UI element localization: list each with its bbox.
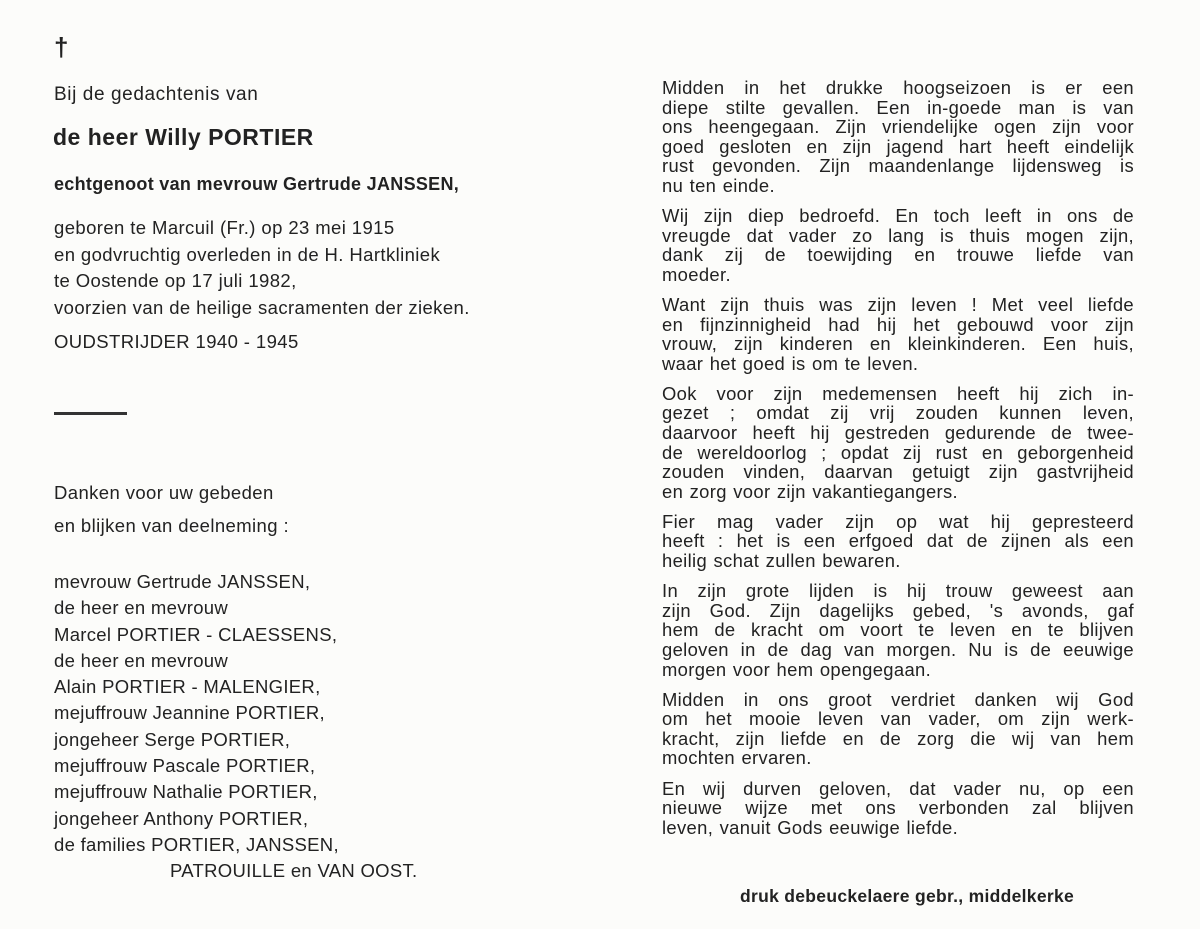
spouse-line: echtgenoot van mevrouw Gertrude JANSSEN, [54,174,460,194]
cross-icon: † [54,32,69,62]
family-list [54,569,417,885]
printer-credit: druk debeuckelaere gebr., middelkerke [740,886,1075,906]
paragraph-line: hem de kracht om voort te leven en te blijven [662,619,1134,641]
paragraph-line: Midden in ons groot verdriet danken wij God [662,688,1134,710]
paragraph-line: diepe stilte gevallen. Een in-goede man is van [662,96,1134,118]
right-column-text [662,78,1134,848]
family-line: Alain PORTIER - MALENGIER, [54,676,321,698]
paragraph-line: nieuwe wijze met ons verbonden zal blijven [662,797,1134,819]
bio-line: te Oostende op 17 juli 1982, [54,270,297,291]
paragraph-line: gezet ; omdat zij vrij zouden kunnen leven, [662,402,1134,424]
family-line: mejuffrouw Pascale PORTIER, [54,755,316,777]
family-line: jongeheer Anthony PORTIER, [54,807,309,829]
bio-line: voorzien van de heilige sacramenten der zieken. [54,296,470,318]
paragraph-line: goed gesloten en zijn jagend hart heeft eindelijk [662,135,1134,157]
paragraph [662,581,1134,679]
paragraph-line: en zorg voor zijn vakantiegangers. [662,480,959,502]
paragraph-line: rust gevonden. Zijn maandenlange lijdensweg is [662,155,1134,177]
paragraph-line: Fier mag vader zijn op wat hij gepresteerd [662,510,1134,532]
paragraph-line: daarvoor heeft hij gestreden gedurende de twee- [662,422,1134,443]
thanks-line: Danken voor uw gebeden [54,482,274,503]
family-line: Marcel PORTIER - CLAESSENS, [54,623,338,645]
paragraph-line: mochten ervaren. [662,747,812,769]
family-line: de heer en mevrouw [54,649,229,671]
paragraph [662,690,1134,768]
paragraph-line: heilig schat zullen bewaren. [662,550,901,572]
paragraph-line: geloven in de dag van morgen. Nu is de eeuwige [662,638,1134,660]
paragraph-line: zouden vinden, daarvan getuigt zijn gastvrijheid [662,461,1134,483]
bio-block [54,215,470,321]
paragraph [662,206,1134,284]
paragraph-line: vreugde dat vader zo lang is thuis mogen zijn, [662,224,1134,246]
paragraph-line: En wij durven geloven, dat vader nu, op een [662,777,1134,799]
paragraph-line: dank zij de toewijding en trouwe liefde van [662,244,1134,266]
paragraph [662,384,1134,502]
veteran-line: OUDSTRIJDER 1940 - 1945 [54,331,299,352]
paragraph-line: ons heengegaan. Zijn vriendelijke ogen zijn voor [662,116,1134,138]
family-line: mevrouw Gertrude JANSSEN, [54,571,311,592]
family-line: de families PORTIER, JANSSEN, [54,833,339,855]
family-line: PATROUILLE en VAN OOST. [170,860,418,882]
paragraph-line: nu ten einde. [662,174,775,196]
paragraph-line: en fijnzinnigheid had hij het gebouwd voor zijn [662,313,1134,335]
paragraph-line: waar het goed is om te leven. [662,352,919,374]
paragraph-line: Midden in het drukke hoogseizoen is er een [662,77,1134,98]
thanks-line: en blijken van deelneming : [54,515,290,536]
deceased-name: de heer Willy PORTIER [53,124,314,150]
paragraph-line: Ook voor zijn medemensen heeft hij zich in- [662,382,1134,404]
divider [54,412,127,415]
paragraph [662,295,1134,373]
paragraph-line: vrouw, zijn kinderen en kleinkinderen. Een huis, [662,333,1134,355]
paragraph-line: Wij zijn diep bedroefd. En toch leeft in ons de [662,205,1134,227]
paragraph-line: In zijn grote lijden is hij trouw geweest aan [662,580,1134,602]
paragraph-line: morgen voor hem opengegaan. [662,658,932,680]
paragraph-line: de wereldoorlog ; opdat zij rust en geborgenheid [662,441,1134,463]
family-line: mejuffrouw Nathalie PORTIER, [54,781,318,803]
bio-line: geboren te Marcuil (Fr.) op 23 mei 1915 [54,217,395,238]
paragraph-line: Want zijn thuis was zijn leven ! Met veel liefde [662,293,1134,315]
paragraph-line: heeft : het is een erfgoed dat de zijnen als een [662,530,1134,552]
paragraph [662,779,1134,838]
paragraph-line: moeder. [662,263,731,285]
family-line: jongeheer Serge PORTIER, [54,728,291,750]
paragraph [662,512,1134,571]
intro-text: Bij de gedachtenis van [54,84,259,105]
thanks-block [54,476,289,542]
paragraph-line: zijn God. Zijn dagelijks gebed, 's avonds, gaf [662,599,1134,621]
bio-line: en godvruchtig overleden in de H. Hartkliniek [54,243,441,265]
paragraph [662,78,1134,196]
paragraph-line: om het mooie leven van vader, om zijn werk- [662,708,1134,730]
paragraph-line: leven, vanuit Gods eeuwige liefde. [662,816,959,838]
paragraph-line: kracht, zijn liefde en de zorg die wij van hem [662,727,1134,749]
family-line: de heer en mevrouw [54,597,229,619]
family-line: mejuffrouw Jeannine PORTIER, [54,702,325,724]
